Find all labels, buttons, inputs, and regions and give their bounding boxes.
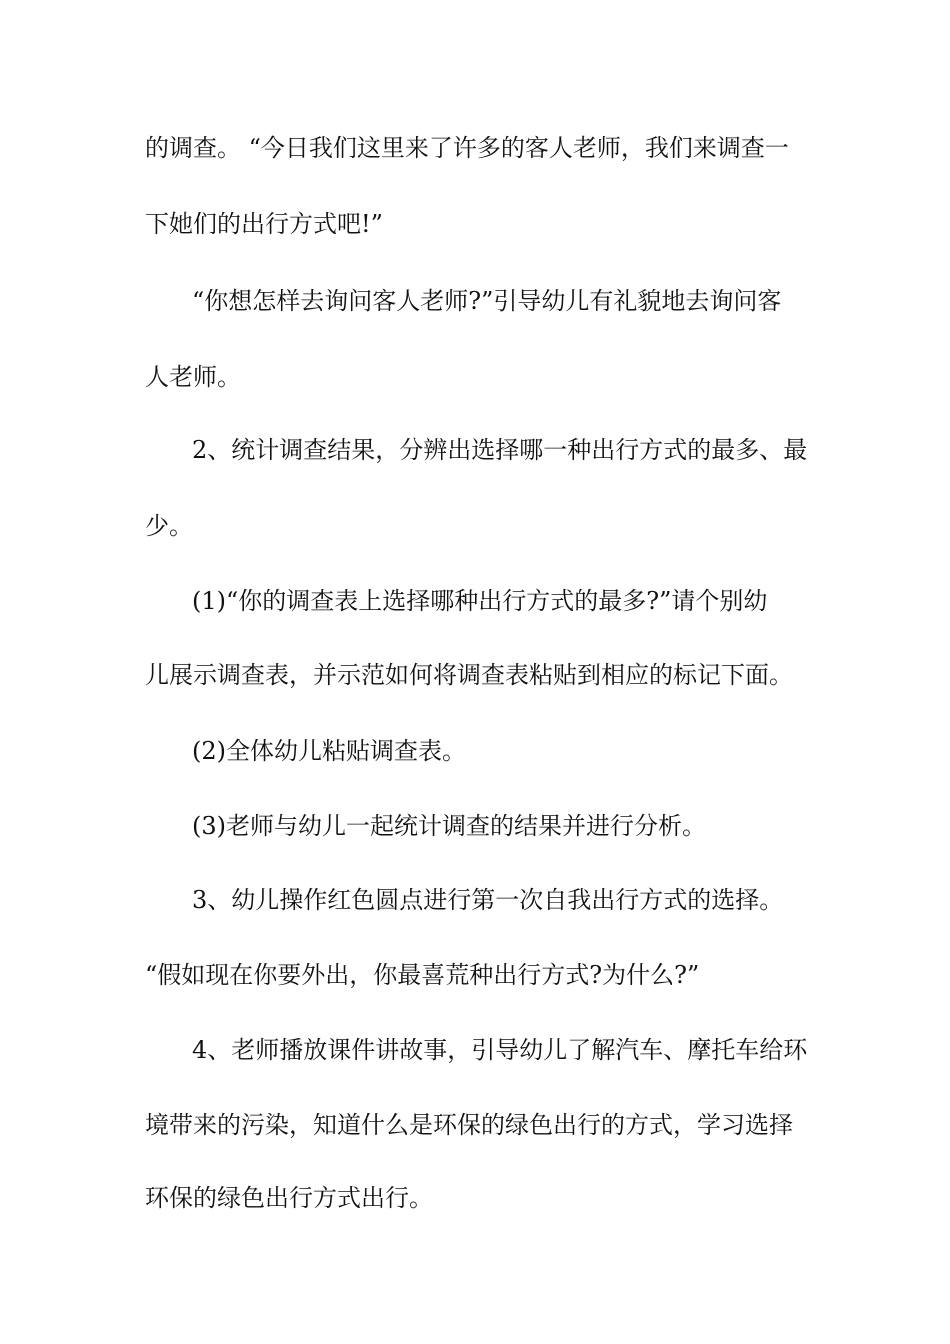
text-line-1: 的调查。 “今日我们这里来了许多的客人老师，我们来调查一 [145, 134, 789, 162]
text-line-9: (2)全体幼儿粘贴调查表。 [192, 737, 466, 765]
text-line-10: (3)老师与幼儿一起统计调查的结果并进行分析。 [192, 812, 706, 840]
text-line-6: 少。 [145, 512, 193, 540]
text-line-4: 人老师。 [145, 363, 241, 391]
text-line-5: 2、统计调查结果，分辨出选择哪一种出行方式的最多、最 [192, 436, 808, 464]
text-line-13: 4、老师播放课件讲故事，引导幼儿了解汽车、摩托车给环 [192, 1036, 808, 1064]
text-line-15: 环保的绿色出行方式出行。 [145, 1184, 433, 1212]
text-line-8: 儿展示调查表，并示范如何将调查表粘贴到相应的标记下面。 [145, 661, 793, 689]
text-line-2: 下她们的出行方式吧!” [145, 210, 383, 238]
text-line-7: (1)“你的调查表上选择哪种出行方式的最多?”请个别幼 [192, 587, 768, 615]
text-line-14: 境带来的污染，知道什么是环保的绿色出行的方式，学习选择 [145, 1111, 793, 1139]
text-line-12: “假如现在你要外出，你最喜荒种出行方式?为什么?” [145, 961, 700, 989]
text-line-11: 3、幼儿操作红色圆点进行第一次自我出行方式的选择。 [192, 886, 784, 914]
text-line-3: “你想怎样去询问客人老师?”引导幼儿有礼貌地去询问客 [192, 287, 782, 315]
